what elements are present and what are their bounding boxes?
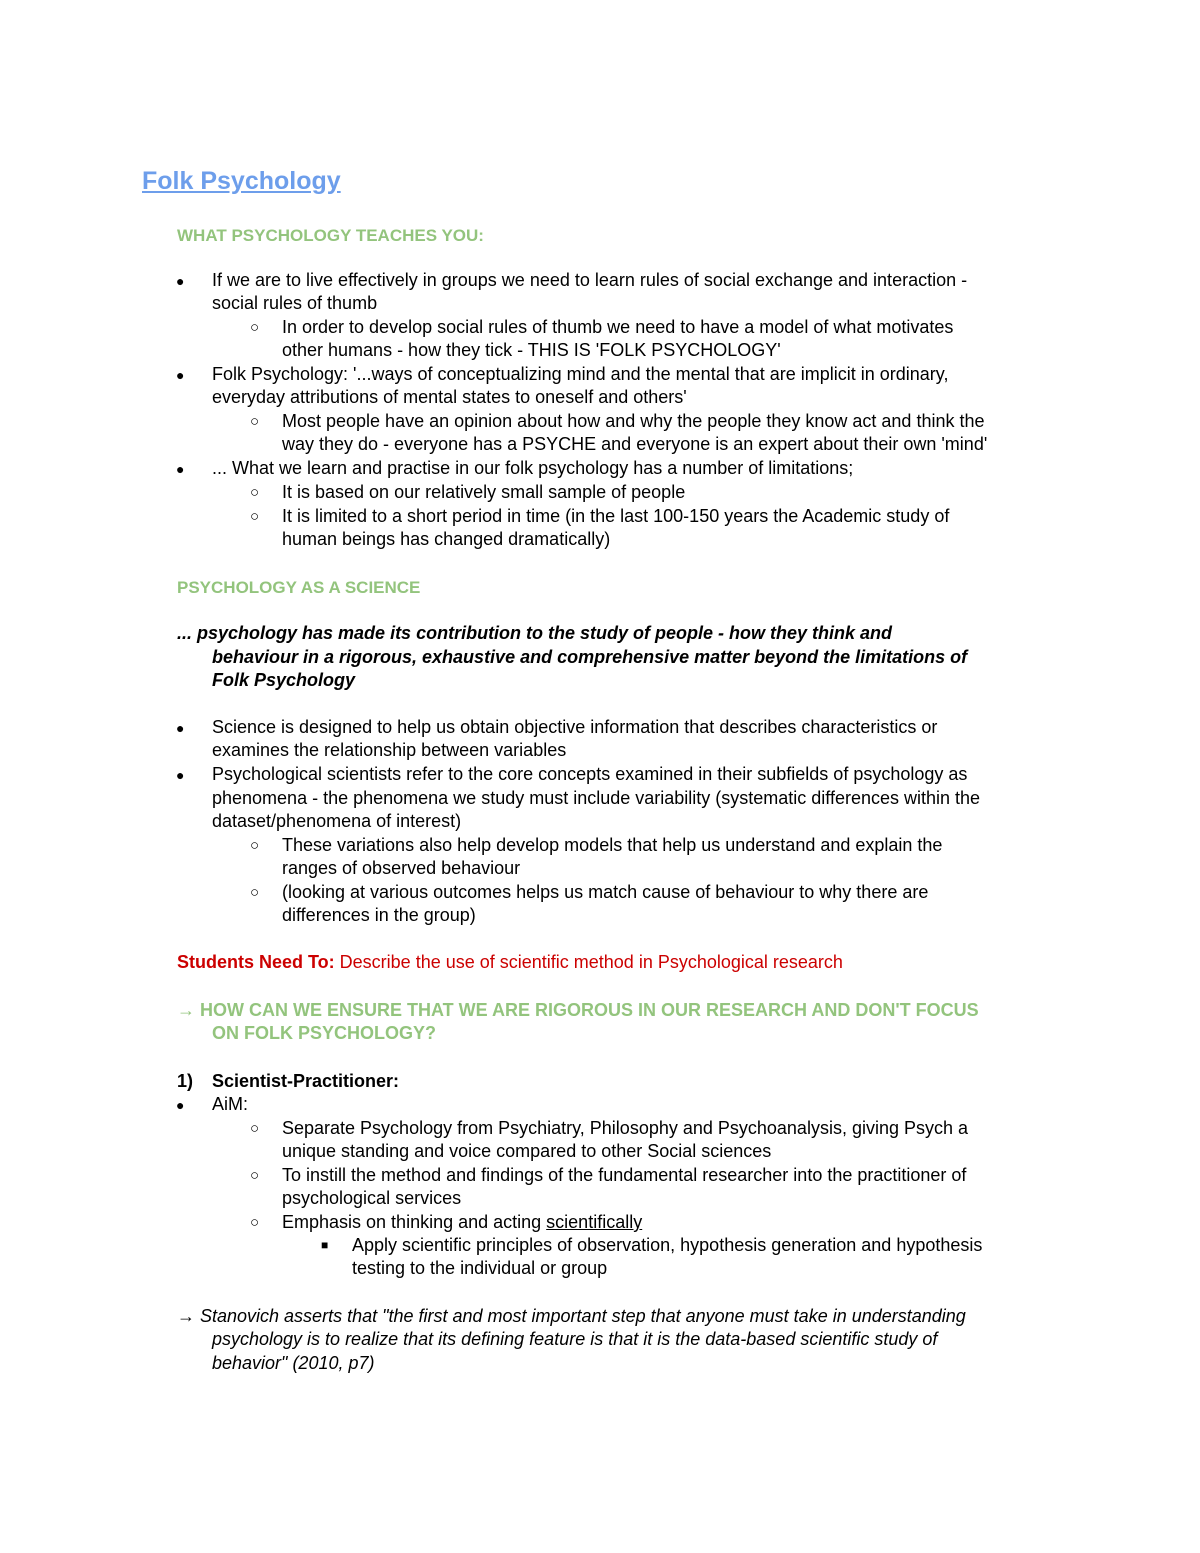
sub-bullet-text: way they do - everyone has a PSYCHE and everyone is an expert about their own 'mind': [282, 434, 988, 454]
bullet-text: examines the relationship between variables: [212, 740, 567, 760]
page-title: Folk Psychology: [142, 167, 341, 195]
sub-bullet-text: [282, 1211, 642, 1234]
bullet-circle-icon: ○: [250, 837, 260, 854]
sub-bullet-text: These variations also help develop models that help us understand and explain the: [282, 835, 943, 855]
underlined-word: scientifically: [546, 1212, 643, 1232]
sub-bullet-text: unique standing and voice compared to other Social sciences: [282, 1141, 772, 1161]
sub-bullet-text: human beings has changed dramatically): [282, 529, 611, 549]
bullet-text: Folk Psychology: '...ways of conceptualizing mind and the mental that are implicit in ordinary,: [212, 364, 949, 384]
sub-sub-bullet-text: testing to the individual or group: [352, 1258, 608, 1278]
sub-bullet-text: ranges of observed behaviour: [282, 858, 521, 878]
sub-bullet-text: other humans - how they tick - THIS IS 'FOLK PSYCHOLOGY': [282, 340, 781, 360]
sub-bullet-text: In order to develop social rules of thumb we need to have a model of what motivates: [282, 317, 954, 337]
bullet-circle-icon: ○: [250, 319, 260, 336]
bullet-dot-icon: ●: [176, 767, 185, 783]
bullet-circle-icon: ○: [250, 508, 260, 525]
bullet-circle-icon: ○: [250, 884, 260, 901]
sub-bullet-text-prefix: Emphasis on thinking and acting: [282, 1212, 547, 1232]
sub-sub-bullet-text: Apply scientific principles of observation, hypothesis generation and hypothesis: [352, 1235, 983, 1255]
bullet-text: everyday attributions of mental states to oneself and others': [212, 387, 687, 407]
sub-bullet-text: psychological services: [282, 1188, 462, 1208]
sub-bullet-text: It is limited to a short period in time (in the last 100-150 years the Academic study of: [282, 506, 950, 526]
stanovich-quote-line: → Stanovich asserts that "the first and most important step that anyone must take in understanding: [177, 1306, 966, 1326]
bullet-dot-icon: ●: [176, 720, 185, 736]
bullet-circle-icon: ○: [250, 1120, 260, 1137]
quote-line: Folk Psychology: [212, 670, 356, 690]
bullet-text: ... What we learn and practise in our folk psychology has a number of limitations;: [212, 458, 854, 478]
bullet-text: phenomena - the phenomena we study must include variability (systematic differences within the: [212, 788, 981, 808]
stanovich-quote-line: psychology is to realize that its defining feature is that it is the data-based scientific study of: [212, 1329, 938, 1349]
bullet-text: Science is designed to help us obtain objective information that describes characteristics or: [212, 717, 938, 737]
bullet-square-icon: ■: [321, 1238, 329, 1252]
sub-bullet-text: differences in the group): [282, 905, 476, 925]
bullet-text: social rules of thumb: [212, 293, 378, 313]
bullet-dot-icon: ●: [176, 367, 185, 383]
students-need-to: [177, 951, 843, 974]
bullet-dot-icon: ●: [176, 273, 185, 289]
sub-bullet-text: Separate Psychology from Psychiatry, Philosophy and Psychoanalysis, giving Psych a: [282, 1118, 969, 1138]
bullet-circle-icon: ○: [250, 413, 260, 430]
numbered-item-number: 1): [177, 1071, 194, 1091]
bullet-dot-icon: ●: [176, 461, 185, 477]
sub-bullet-text: Most people have an opinion about how and why the people they know act and think the: [282, 411, 985, 431]
section-heading-how-ensure-rigorous: → HOW CAN WE ENSURE THAT WE ARE RIGOROUS IN OUR RESEARCH AND DON'T FOCUS: [177, 1000, 979, 1020]
bullet-text: Psychological scientists refer to the core concepts examined in their subfields of psychology as: [212, 764, 968, 784]
bullet-circle-icon: ○: [250, 1167, 260, 1184]
students-need-label: Students Need To:: [177, 952, 335, 972]
section-heading-psychology-as-science: PSYCHOLOGY AS A SCIENCE: [177, 578, 421, 597]
bullet-text: dataset/phenomena of interest): [212, 811, 462, 831]
numbered-item-title: Scientist-Practitioner:: [212, 1071, 400, 1091]
quote-line: ... psychology has made its contribution to the study of people - how they think and: [177, 623, 893, 643]
bullet-circle-icon: ○: [250, 1214, 260, 1231]
section-heading-how-ensure-rigorous-cont: ON FOLK PSYCHOLOGY?: [212, 1023, 437, 1043]
sub-bullet-text: It is based on our relatively small sample of people: [282, 482, 686, 502]
bullet-text: AiM:: [212, 1094, 248, 1114]
bullet-dot-icon: ●: [176, 1097, 185, 1113]
bullet-text: If we are to live effectively in groups we need to learn rules of social exchange and interaction -: [212, 270, 968, 290]
sub-bullet-text: (looking at various outcomes helps us match cause of behaviour to why there are: [282, 882, 929, 902]
quote-line: behaviour in a rigorous, exhaustive and comprehensive matter beyond the limitations of: [212, 647, 968, 667]
students-need-text: Describe the use of scientific method in Psychological research: [334, 952, 843, 972]
section-heading-what-psychology-teaches: WHAT PSYCHOLOGY TEACHES YOU:: [177, 226, 484, 245]
sub-bullet-text: To instill the method and findings of the fundamental researcher into the practitioner of: [282, 1165, 967, 1185]
stanovich-quote-line: behavior" (2010, p7): [212, 1353, 375, 1373]
bullet-circle-icon: ○: [250, 484, 260, 501]
